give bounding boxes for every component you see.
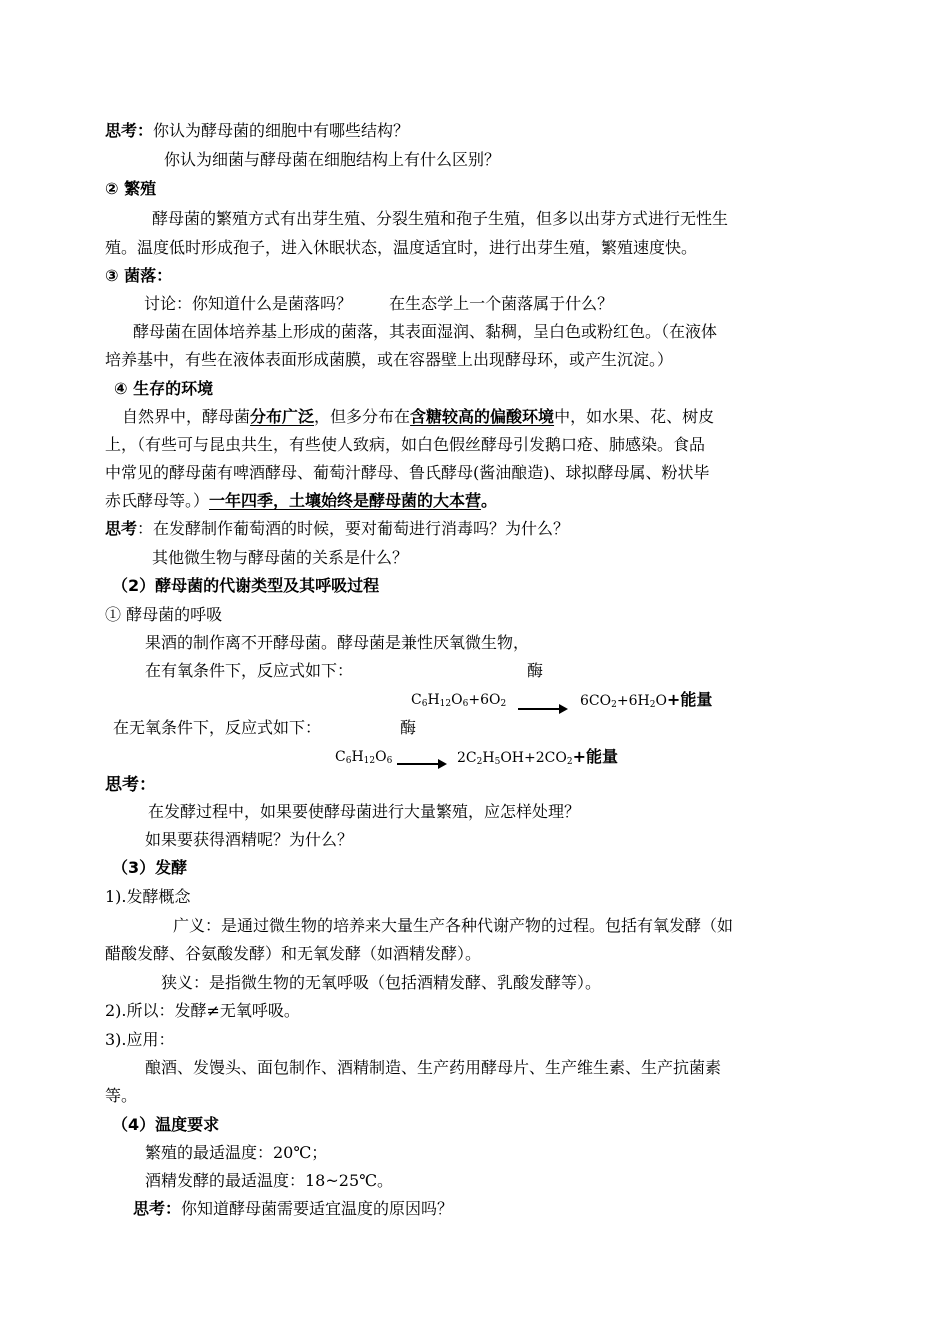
formula-aerobic-products: $6CO_2+6H_2O+$能量 <box>580 690 713 710</box>
anaerobic-intro: 在无氧条件下，反应式如下： <box>113 718 322 737</box>
environment-text-3: 中常见的酵母菌有啤酒酵母、葡萄汁酵母、鲁氏酵母(酱油酿造)、球拟酵母属、粉状毕 <box>105 463 710 482</box>
enzyme-label-1: 酶 <box>527 661 544 680</box>
temperature-reproduction: 繁殖的最适温度：20℃； <box>145 1143 328 1162</box>
heading-colony: ③ 菌落： <box>105 266 173 285</box>
reproduction-text-2: 殖。温度低时形成孢子，进入休眠状态，温度适宜时，进行出芽生殖，繁殖速度快。 <box>105 238 698 257</box>
temperature-fermentation: 酒精发酵的最适温度：18~25℃。 <box>145 1171 394 1190</box>
conclusion: 2).所以：发酵≠无氧呼吸。 <box>105 1001 300 1020</box>
heading-reproduction: ② 繁殖 <box>105 179 157 198</box>
broad-definition-2: 醋酸发酵、谷氨酸发酵）和无氧发酵（如酒精发酵）。 <box>105 944 482 963</box>
reaction-arrow-1 <box>518 708 566 710</box>
application-text-1: 酿酒、发馒头、面包制作、酒精制造、生产药用酵母片、生产维生素、生产抗菌素 <box>145 1058 722 1077</box>
reaction-arrow-2 <box>397 763 445 765</box>
formula-anaerobic-reactants: $C_6H_{12}O_6$ <box>335 749 393 766</box>
fermentation-concept: 1).发酵概念 <box>105 887 191 906</box>
aerobic-intro: 在有氧条件下，反应式如下： <box>145 661 354 680</box>
application-label: 3).应用： <box>105 1030 175 1049</box>
think-question-2b: 其他微生物与酵母菌的关系是什么？ <box>152 548 409 567</box>
think-question-3a: 在发酵过程中，如果要使酵母菌进行大量繁殖，应怎样处理？ <box>148 802 581 821</box>
discussion-question: 讨论：你知道什么是菌落吗？ 在生态学上一个菌落属于什么？ <box>144 294 614 313</box>
colony-text-1: 酵母菌在固体培养基上形成的菌落，其表面湿润、黏稠，呈白色或粉红色。（在液体 <box>133 322 718 341</box>
heading-temperature: （4）温度要求 <box>112 1115 220 1134</box>
environment-text-2: 上，（有些可与昆虫共生，有些使人致病，如白色假丝酵母引发鹅口疮、肺感染。食品 <box>105 435 706 454</box>
broad-definition-1: 广义：是通过微生物的培养来大量生产各种代谢产物的过程。包括有氧发酵（如 <box>173 916 734 935</box>
environment-text-4: 赤氏酵母等。）一年四季，土壤始终是酵母菌的大本营。 <box>105 491 498 510</box>
formula-aerobic-reactants: $C_6H_{12}O_6+6O_2$ <box>411 692 507 709</box>
narrow-definition: 狭义：是指微生物的无氧呼吸（包括酒精发酵、乳酸发酵等）。 <box>161 973 602 992</box>
reproduction-text-1: 酵母菌的繁殖方式有出芽生殖、分裂生殖和孢子生殖，但多以出芽方式进行无性生 <box>152 209 729 228</box>
respiration-title: ① 酵母菌的呼吸 <box>105 605 223 624</box>
respiration-text: 果酒的制作离不开酵母菌。酵母菌是兼性厌氧微生物， <box>145 633 530 652</box>
heading-fermentation: （3）发酵 <box>112 858 188 877</box>
think-label-3: 思考： <box>105 775 156 795</box>
think-question-1: 思考：你认为酵母菌的细胞中有哪些结构？ <box>105 121 410 140</box>
think-question-4: 思考：你知道酵母菌需要适宜温度的原因吗？ <box>133 1199 454 1218</box>
environment-text-1: 自然界中，酵母菌分布广泛，但多分布在含糖较高的偏酸环境中，如水果、花、树皮 <box>122 407 715 426</box>
heading-metabolism: （2）酵母菌的代谢类型及其呼吸过程 <box>112 576 380 595</box>
colony-text-2: 培养基中，有些在液体表面形成菌膜，或在容器壁上出现酵母环，或产生沉淀。） <box>105 350 674 369</box>
think-question-2: 思考：在发酵制作葡萄酒的时候，要对葡萄进行消毒吗？为什么？ <box>105 519 570 538</box>
application-text-2: 等。 <box>105 1086 138 1105</box>
enzyme-label-2: 酶 <box>400 718 417 737</box>
heading-environment: ④ 生存的环境 <box>114 379 214 398</box>
think-question-1b: 你认为细菌与酵母菌在细胞结构上有什么区别？ <box>164 150 501 169</box>
think-question-3b: 如果要获得酒精呢？为什么？ <box>145 830 354 849</box>
formula-anaerobic-products: $2C_2H_5OH+2CO_2+$能量 <box>457 747 618 767</box>
